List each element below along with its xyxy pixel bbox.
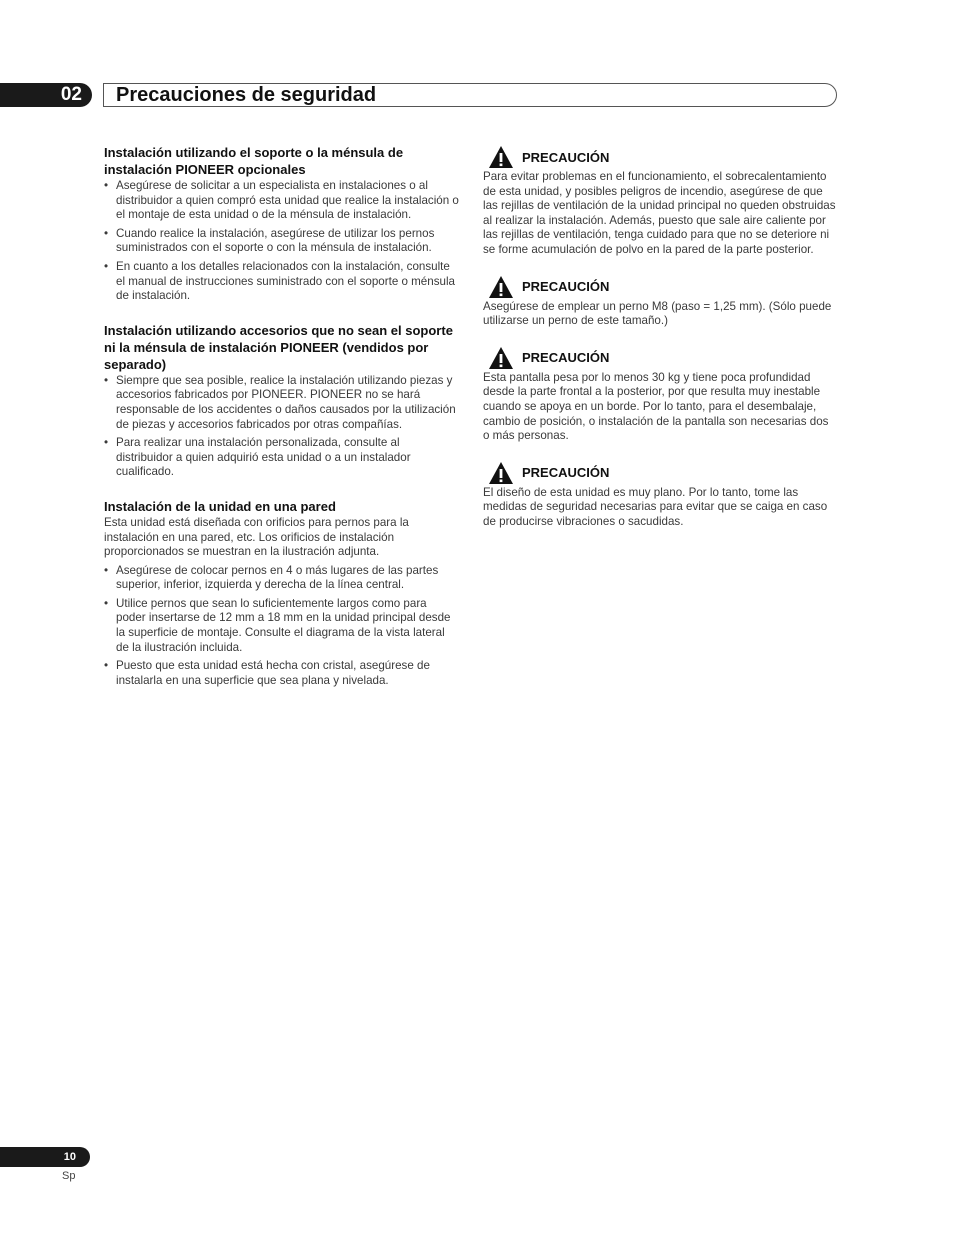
list-item: • Asegúrese de colocar pernos en 4 o más lugares de las partes superior, inferior, izquierda y derecha de la línea central. [104, 563, 439, 592]
list-item: • Utilice pernos que sean lo suficientemente largos como para poder insertarse de 12 mm a 18 mm en la unidad principal desde la superficie de montaje. Consulte el diagrama de la vista lateral de la ilustración incluida. [104, 596, 451, 654]
list-item-text: Asegúrese de colocar pernos en 4 o más lugares de las partes superior, inferior, izquierda y derecha de la línea central. [116, 563, 439, 592]
list-item: • Para realizar una instalación personalizada, consulte al distribuidor a quien adquirió esta unidad o a un instalador cualificado. [104, 436, 411, 479]
section-intro: Esta unidad está diseñada con orificios para pernos para la instalación en una pared, etc. Los orificios de instalación proporcionados se muestran en la ilustración adjunta. [104, 515, 409, 559]
section-heading: Instalación de la unidad en una pared [104, 498, 336, 514]
caution-text: Esta pantalla pesa por lo menos 30 kg y tiene poca profundidad desde la parte frontal a la posterior, por que resulta muy inestable cuando se apoya en un borde. Por lo tanto, para el desembalaje, cambio de posición, o instalación de la pantalla son necesarias dos o más personas. [483, 370, 829, 443]
list-item-text: Siempre que sea posible, realice la instalación utilizando piezas y accesorios fabricados por PIONEER. PIONEER no se hará responsable de los accidentes o daños causados por la utilización de piezas y accesorios fabricados por otras compañías. [116, 373, 456, 431]
section-heading: Instalación utilizando el soporte o la ménsula de instalación PIONEER opcionales [104, 145, 404, 177]
page-number-tab [0, 1147, 90, 1167]
page-title: Precauciones de seguridad [116, 84, 377, 106]
right-column [483, 144, 838, 546]
list-item-text: Cuando realice la instalación, asegúrese de utilizar los pernos suministrados con el soporte o con la ménsula de instalación. [116, 226, 435, 255]
caution-title: PRECAUCIÓN [522, 465, 610, 481]
list-item-text: Utilice pernos que sean lo suficientemente largos como para poder insertarse de 12 mm a 18 mm en la unidad principal desde la superficie de montaje. Consulte el diagrama de la vista lateral de la ilustración incluida. [116, 596, 451, 654]
list-item: • Siempre que sea posible, realice la instalación utilizando piezas y accesorios fabricados por PIONEER. PIONEER no se hará responsable de los accidentes o daños causados por la utilización de piezas y accesorios fabricados por otras compañías. [104, 373, 456, 431]
left-column [104, 144, 459, 692]
caution-block [483, 274, 838, 329]
list-item: • En cuanto a los detalles relacionados con la instalación, consulte el manual de instrucciones suministrado con el soporte o ménsula de instalación. [104, 259, 455, 303]
list-item: • Asegúrese de solicitar a un especialista en instalaciones o al distribuidor a quien compró esta unidad que realice la instalación o el montaje de esta unidad o de la ménsula de instalación. [104, 179, 459, 222]
warning-triangle-icon [488, 275, 514, 299]
title-bar [103, 83, 837, 107]
list-item: • Cuando realice la instalación, asegúrese de utilizar los pernos suministrados con el soporte o con la ménsula de instalación. [104, 226, 435, 255]
caution-text: Para evitar problemas en el funcionamiento, el sobrecalentamiento de esta unidad, y posibles peligros de incendio, asegúrese de que las rejillas de ventilación de la unidad principal no queden obstruidas al realizar la instalación. Además, puesto que sale aire caliente por las rejillas de ventilación, tenga cuidado para que no se deteriore ni se forme acumulación de polvo en la pared de la parte posterior. [483, 170, 836, 256]
language-code: Sp [62, 1170, 76, 1182]
list-item: • Puesto que esta unidad está hecha con cristal, asegúrese de instalarla en una superficie que sea plana y nivelada. [104, 659, 430, 687]
list-item-text: Puesto que esta unidad está hecha con cristal, asegúrese de instalarla en una superficie que sea plana y nivelada. [116, 659, 430, 687]
caution-title: PRECAUCIÓN [522, 350, 610, 366]
bullet-list [104, 179, 459, 304]
caution-text: El diseño de esta unidad es muy plano. Por lo tanto, tome las medidas de seguridad necesarias para evitar que se caiga en caso de producirse vibraciones o sacudidas. [483, 485, 828, 528]
warning-triangle-icon [488, 461, 514, 485]
chapter-tab [0, 83, 92, 107]
warning-triangle-icon [488, 145, 514, 169]
section-wall-mount [104, 498, 459, 689]
caution-block [483, 460, 838, 530]
caution-block [483, 345, 838, 444]
caution-block [483, 144, 838, 258]
list-item-text: Para realizar una instalación personalizada, consulte al distribuidor a quien adquirió esta unidad o a un instalador cualificado. [116, 436, 411, 479]
bullet-list [104, 374, 459, 480]
warning-triangle-icon [488, 346, 514, 370]
bullet-list [104, 564, 459, 689]
caution-text: Asegúrese de emplear un perno M8 (paso = 1,25 mm). (Sólo puede utilizarse un perno de este tamaño.) [483, 299, 832, 328]
section-optional-stand [104, 144, 459, 304]
list-item-text: En cuanto a los detalles relacionados con la instalación, consulte el manual de instrucciones suministrado con el soporte o ménsula de instalación. [116, 259, 455, 303]
section-heading: Instalación utilizando accesorios que no sean el soporte ni la ménsula de instalación PIONEER (vendidos por separado) [104, 322, 453, 372]
chapter-number: 02 [60, 84, 82, 105]
page-number: 10 [63, 1151, 76, 1163]
list-item-text: Asegúrese de solicitar a un especialista en instalaciones o al distribuidor a quien compró esta unidad que realice la instalación o el montaje de esta unidad o de la ménsula de instalación. [116, 179, 459, 222]
caution-title: PRECAUCIÓN [522, 149, 610, 165]
caution-title: PRECAUCIÓN [522, 279, 610, 295]
section-other-accessories [104, 322, 459, 480]
